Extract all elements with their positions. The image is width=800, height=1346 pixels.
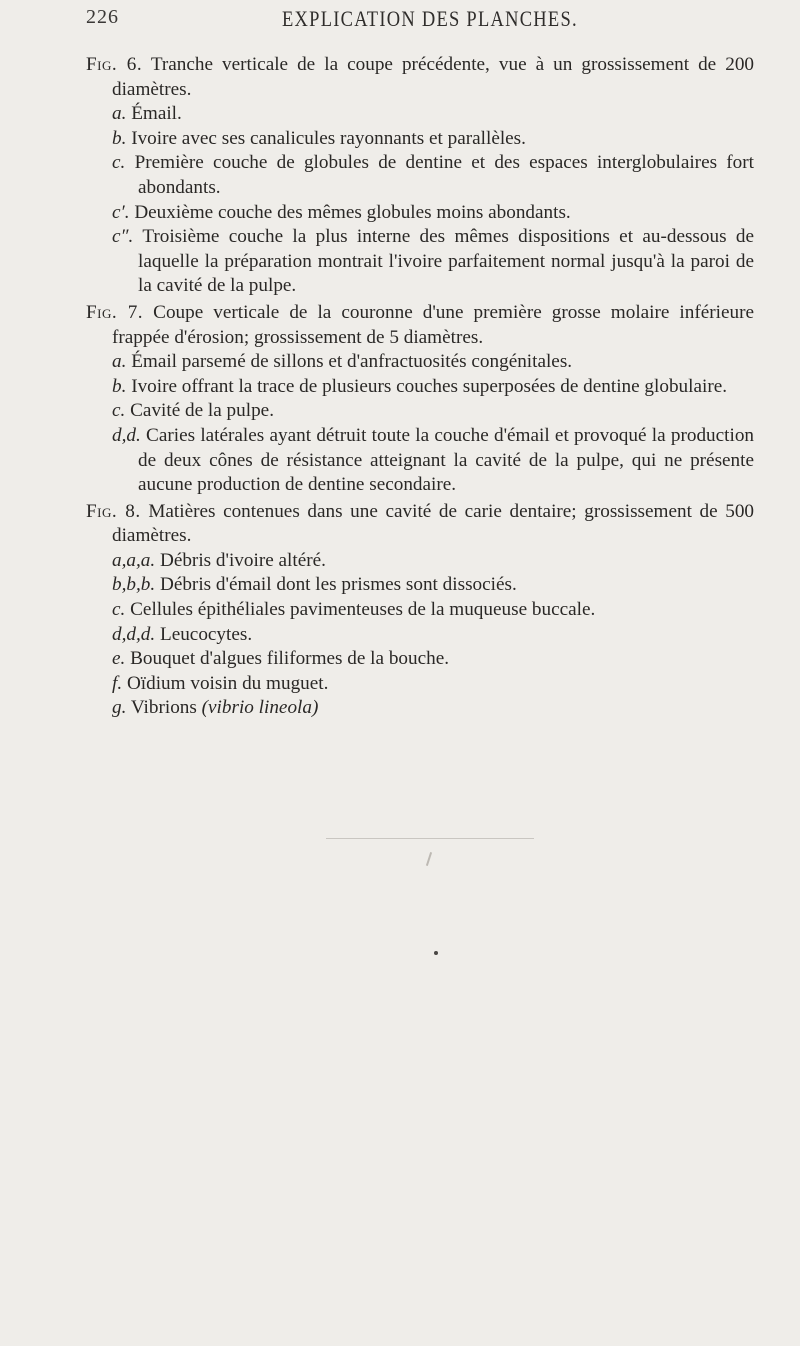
item-text: Troisième couche la plus interne des mêmes dispositions et au-dessous de laquelle la préparation montrait l'ivoire parfaitement normal jusqu'à la paroi de la cavité de la pulpe.	[138, 226, 755, 297]
figure-caption	[86, 500, 754, 549]
paper-mark	[426, 852, 432, 866]
item-letter: a.	[112, 103, 127, 125]
item-letter: a.	[112, 351, 127, 373]
legend-item	[86, 151, 754, 200]
running-title: EXPLICATION DES PLANCHES.	[282, 6, 578, 31]
item-letter: d,d.	[112, 424, 141, 446]
bleed-through-line	[326, 838, 534, 839]
item-letter: d,d,d.	[112, 623, 156, 645]
legend-item	[86, 102, 754, 127]
caption-text: Tranche verticale de la coupe précédente, vue à un grossissement de 200 diamètres.	[112, 54, 755, 100]
item-letter: c.	[112, 400, 126, 422]
item-text: Débris d'ivoire altéré.	[159, 549, 326, 571]
item-letter: b,b,b.	[112, 574, 156, 596]
figure-label: Fig. 6.	[86, 54, 143, 75]
item-letter: b.	[112, 127, 127, 149]
item-text: Leucocytes.	[159, 623, 253, 645]
legend-item	[86, 598, 754, 623]
species-name: (vibrio lineola)	[201, 697, 319, 719]
item-text: Caries latérales ayant détruit toute la couche d'émail et provoqué la production de deux cônes de résistance atteignant la cavité de la pulpe, qui ne présente aucune production de dentine secondaire.	[138, 424, 755, 496]
caption-text: Matières contenues dans une cavité de carie dentaire; grossissement de 500 diamètres.	[112, 500, 755, 547]
legend-item	[86, 672, 754, 697]
legend-item	[86, 549, 754, 574]
legend-item	[86, 201, 754, 226]
legend-list	[86, 350, 754, 498]
item-text: Émail.	[131, 103, 182, 125]
legend-item	[86, 573, 754, 598]
page-number: 226	[86, 6, 119, 28]
figure-8-entry	[86, 500, 754, 721]
figure-label: Fig. 7.	[86, 301, 144, 323]
legend-item	[86, 375, 754, 400]
legend-item	[86, 647, 754, 672]
item-letter: c.	[112, 152, 126, 174]
legend-item	[86, 696, 754, 721]
plate-explanations	[86, 53, 754, 721]
legend-item	[86, 127, 754, 152]
item-text: Cavité de la pulpe.	[130, 400, 274, 422]
running-head	[86, 6, 726, 36]
item-text: Première couche de globules de dentine et des espaces interglobulaires fort abondants.	[134, 152, 754, 198]
item-text: Bouquet d'algues filiformes de la bouche.	[130, 648, 450, 670]
item-letter: a,a,a.	[112, 549, 156, 571]
item-text: Débris d'émail dont les prismes sont dissociés.	[159, 574, 517, 596]
item-text: Ivoire avec ses canalicules rayonnants et parallèles.	[131, 127, 526, 149]
item-letter: c′.	[112, 201, 130, 223]
figure-label: Fig. 8.	[86, 500, 141, 522]
item-letter: b.	[112, 375, 127, 397]
item-text: Oïdium voisin du muguet.	[126, 672, 329, 694]
legend-list	[86, 549, 754, 721]
legend-item	[86, 399, 754, 424]
caption-text: Coupe verticale de la couronne d'une première grosse molaire inférieure frappée d'érosion; grossissement de 5 diamètres.	[112, 301, 754, 348]
ink-dot	[434, 951, 438, 955]
item-letter: c″.	[112, 226, 134, 248]
legend-item	[86, 225, 754, 299]
legend-list	[86, 102, 754, 299]
item-letter: c.	[112, 599, 126, 621]
figure-caption	[86, 53, 754, 102]
figure-7-entry	[86, 301, 754, 498]
item-text: Deuxième couche des mêmes globules moins abondants.	[134, 201, 571, 223]
item-text: Cellules épithéliales pavimenteuses de la muqueuse buccale.	[130, 599, 596, 621]
figure-caption	[86, 301, 754, 350]
item-letter: f.	[112, 672, 123, 694]
legend-item	[86, 623, 754, 648]
figure-6-entry	[86, 53, 754, 299]
item-text: Émail parsemé de sillons et d'anfractuosités congénitales.	[131, 351, 573, 373]
legend-item	[86, 350, 754, 375]
item-text: Ivoire offrant la trace de plusieurs couches superposées de dentine globulaire.	[131, 375, 728, 397]
item-letter: g.	[112, 697, 127, 719]
item-text: Vibrions	[130, 697, 197, 719]
legend-item	[86, 424, 754, 498]
item-letter: e.	[112, 648, 126, 670]
